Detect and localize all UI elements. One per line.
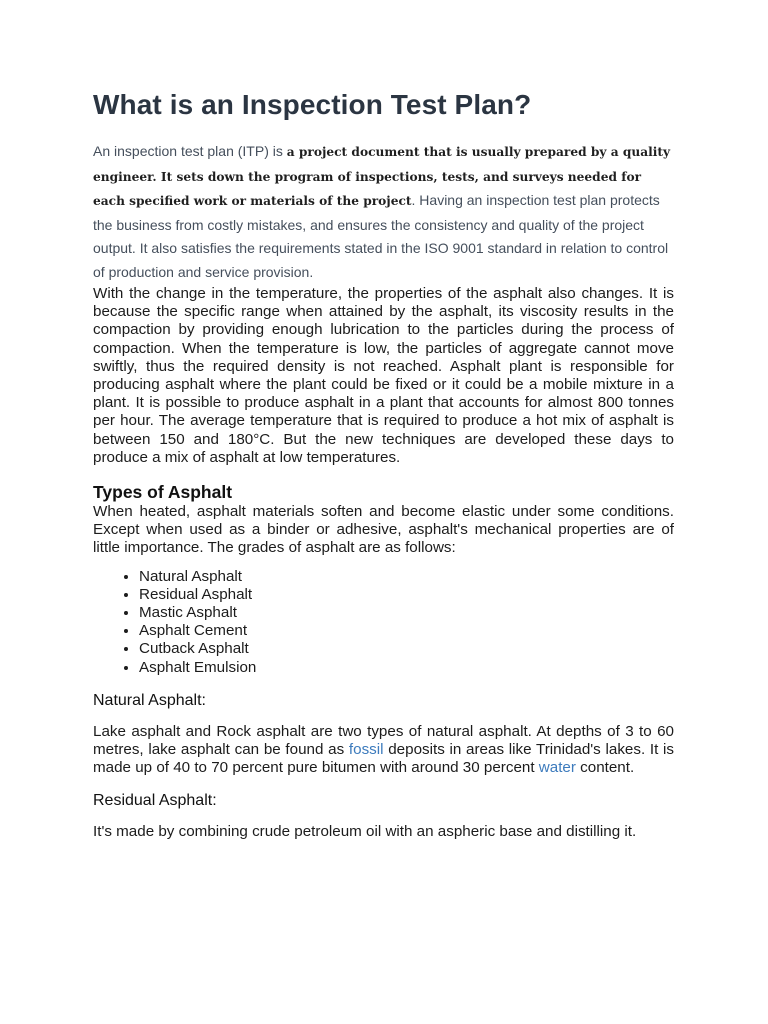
list-item: • Mastic Asphalt bbox=[139, 604, 674, 622]
temperature-paragraph: With the change in the temperature, the properties of the asphalt also changes. It is because the specific range when attained by the asphalt, its viscosity results in the compaction by providing enough lubrication to the particles during the process of compaction. When the temperature is low, the particles of aggregate cannot move swiftly, thus the required density is not reached. Asphalt plant is responsible for producing asphalt where the plant could be fixed or it could be a mobile mixture in a plant. It is possible to produce asphalt in a plant that accounts for almost 800 tonnes per hour. The average temperature that is required to produce a hot mix of asphalt is between 150 and 180°C. But the new techniques are developed these days to produce a mix of asphalt at low temperatures. bbox=[93, 285, 674, 466]
natural-text-2: deposits in areas like Trinidad's lakes. It is made up of 40 to 70 percent pure bitumen with around 30 percent bbox=[93, 741, 675, 777]
list-item: • Cutback Asphalt bbox=[139, 640, 674, 658]
intro-paragraph bbox=[93, 140, 674, 284]
list-item: • Asphalt Emulsion bbox=[139, 659, 674, 677]
water-link[interactable]: water bbox=[538, 759, 576, 777]
natural-text-3: content. bbox=[575, 759, 635, 777]
asphalt-grades-list bbox=[93, 568, 674, 677]
types-heading: Types of Asphalt bbox=[93, 482, 233, 503]
natural-text-1: Lake asphalt and Rock asphalt are two types of natural asphalt. At depths of 3 to 60 metres, lake asphalt can be found as bbox=[93, 722, 674, 759]
list-item: • Residual Asphalt bbox=[139, 586, 674, 604]
natural-asphalt-heading: Natural Asphalt: bbox=[93, 691, 206, 709]
list-item: • Asphalt Cement bbox=[139, 622, 674, 640]
natural-asphalt-paragraph bbox=[93, 723, 674, 778]
page-title: What is an Inspection Test Plan? bbox=[93, 89, 532, 120]
intro-bold-definition: a project document that is usually prepared by a quality engineer. It sets down the program of inspections, tests, and surveys needed for each specified work or materials of the project bbox=[93, 145, 671, 208]
intro-lead: An inspection test plan (ITP) is bbox=[93, 143, 287, 159]
article-body bbox=[93, 88, 674, 842]
residual-asphalt-paragraph: It's made by combining crude petroleum oil with an aspheric base and distilling it. bbox=[93, 823, 637, 841]
fossil-link[interactable]: fossil bbox=[348, 741, 384, 759]
list-item: • Natural Asphalt bbox=[139, 568, 674, 586]
types-paragraph: When heated, asphalt materials soften and become elastic under some conditions. Except when used as a binder or adhesive, asphalt's mechanical properties are of little importance. The grades of asphalt are as follows: bbox=[93, 503, 674, 557]
residual-asphalt-heading: Residual Asphalt: bbox=[93, 792, 217, 810]
intro-rest: . Having an inspection test plan protects the business from costly mistakes, and ensures the consistency and quality of the project output. It also satisfies the requirements stated in the ISO 9001 standard in relation to control of production and service provision. bbox=[93, 192, 669, 280]
